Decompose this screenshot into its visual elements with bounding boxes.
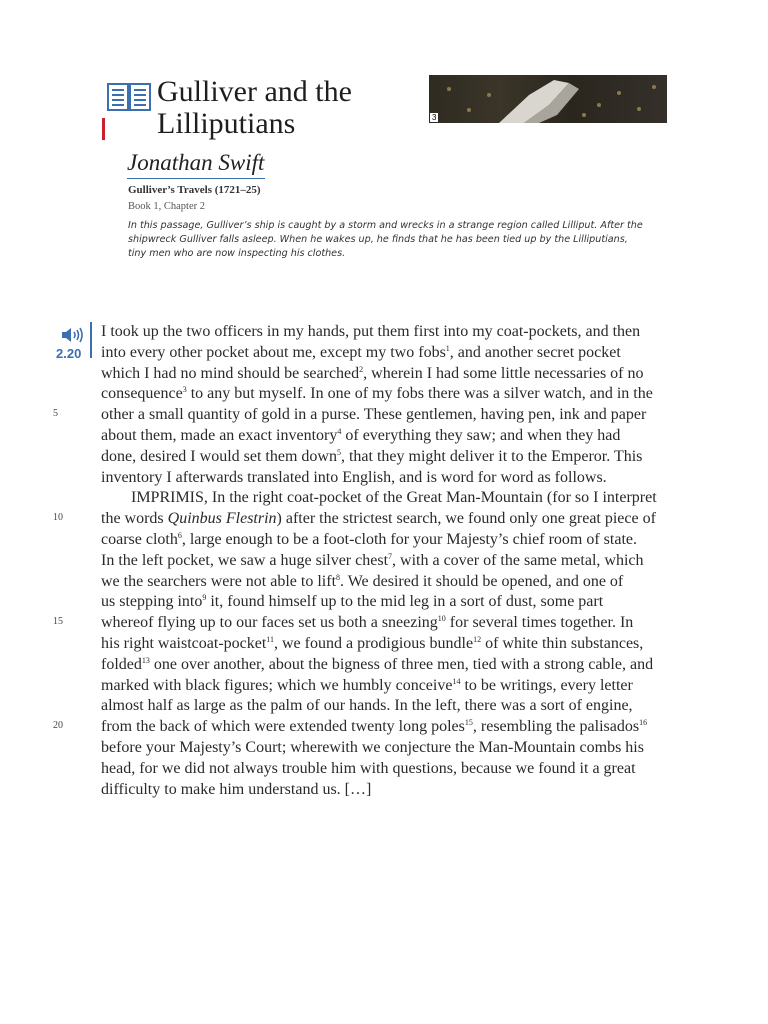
text-line: whereof flying up to our faces set us both a sneezing$^{10}$ for several times together. In — [101, 614, 634, 632]
footnote-ref: 9 — [202, 593, 207, 603]
footnote-ref: 15 — [464, 718, 473, 728]
footnote-ref: 6 — [177, 530, 182, 540]
author-underline — [127, 178, 265, 179]
footnote-ref: 8 — [336, 572, 341, 582]
red-accent-mark — [102, 118, 105, 140]
text-line: inventory I afterwards translated into English, and is word for word as follows. — [101, 468, 607, 486]
line-number: 15 — [53, 616, 63, 627]
footnote-ref: 12 — [473, 634, 482, 644]
footnote-ref: 14 — [452, 676, 461, 686]
audio-track-number: 2.20 — [56, 346, 82, 361]
source-title: Gulliver’s Travels (1721–25) — [128, 184, 261, 196]
text-line: head, for we did not always trouble him with questions, because we found it a great — [101, 759, 636, 777]
footnote-ref: 1 — [445, 343, 450, 353]
open-book-icon — [107, 82, 151, 112]
passage-text — [101, 322, 761, 800]
text-line: into every other pocket about me, except my two fobs$^1$, and another secret pocket — [101, 343, 621, 361]
audio-divider — [90, 322, 92, 358]
text-line: folded$^{13}$ one over another, about the bigness of three men, tied with a strong cable, and — [101, 655, 654, 673]
footnote-ref: 7 — [388, 551, 393, 561]
text-line: the words Quinbus Flestrin) after the strictest search, we found only one great piece of — [101, 510, 656, 528]
photo-scene — [429, 75, 667, 123]
text-line: I took up the two officers in my hands, put them first into my coat-pockets, and then — [101, 323, 641, 340]
text-line: consequence$^3$ to any but myself. In one of my fobs there was a silver watch, and in the — [101, 385, 653, 403]
footnote-ref: 3 — [182, 385, 187, 395]
text-line: us stepping into$^9$ it, found himself up to the mid leg in a sort of dust, some part — [101, 593, 604, 611]
text-line: done, desired I would set them down$^5$, that they might deliver it to the Emperor. This — [101, 447, 643, 465]
footnote-ref: 16 — [639, 718, 648, 728]
text-line: In the left pocket, we saw a huge silver chest$^7$, with a cover of the same metal, which — [101, 551, 644, 569]
text-line: marked with black figures; which we humbly conceive$^{14}$ to be writings, every letter — [101, 676, 633, 694]
line-number: 10 — [53, 512, 63, 523]
footnote-ref: 11 — [266, 634, 274, 644]
text-line: about them, made an exact inventory$^4$ of everything they saw; and when they had — [101, 426, 621, 444]
text-line: difficulty to make him understand us. […] — [101, 780, 372, 798]
speaker-icon[interactable] — [60, 325, 84, 345]
text-line: we the searchers were not able to lift$^8$. We desired it should be opened, and one of — [101, 572, 624, 590]
text-line: before your Majesty’s Court; wherewith we conjecture the Man-Mountain combs his — [101, 738, 644, 756]
footnote-ref: 4 — [337, 426, 342, 436]
footnote-ref: 2 — [359, 364, 364, 374]
text-line: IMPRIMIS, In the right coat-pocket of the Great Man-Mountain (for so I interpret — [131, 489, 657, 507]
illustration-photo — [429, 75, 667, 123]
text-line: which I had no mind should be searched$^2$, wherein I had some little necessaries of no — [101, 364, 644, 382]
text-line: other a small quantity of gold in a purse. These gentlemen, having pen, ink and paper — [101, 406, 647, 424]
photo-number: 3 — [432, 113, 437, 122]
line-number: 20 — [53, 720, 63, 731]
author-name: Jonathan Swift — [127, 150, 265, 175]
footnote-ref: 13 — [141, 655, 150, 665]
text-line: coarse cloth$^6$, large enough to be a foot-cloth for your Majesty’s chief room of state. — [101, 530, 637, 548]
line-number: 5 — [53, 408, 58, 419]
page-title: Gulliver and the Lilliputians — [157, 75, 352, 140]
intro-text: In this passage, Gulliver’s ship is caught by a storm and wrecks in a strange region called Lilliput. After the shipwreck Gulliver falls asleep. When he wakes up, he finds that he has been tied up by the Lilliputians, tiny men who are now inspecting his clothes. — [128, 220, 643, 259]
footnote-ref: 5 — [336, 447, 341, 457]
text-line: almost half as large as the palm of our hands. In the left, there was a sort of engine, — [101, 697, 633, 715]
text-line: from the back of which were extended twenty long poles$^{15}$, resembling the palisados$^{16}$ — [101, 718, 648, 736]
source-subtitle: Book 1, Chapter 2 — [128, 201, 205, 212]
footnote-ref: 10 — [437, 614, 446, 624]
text-line: his right waistcoat-pocket$^{11}$, we found a prodigious bundle$^{12}$ of white thin substances, — [101, 634, 644, 652]
